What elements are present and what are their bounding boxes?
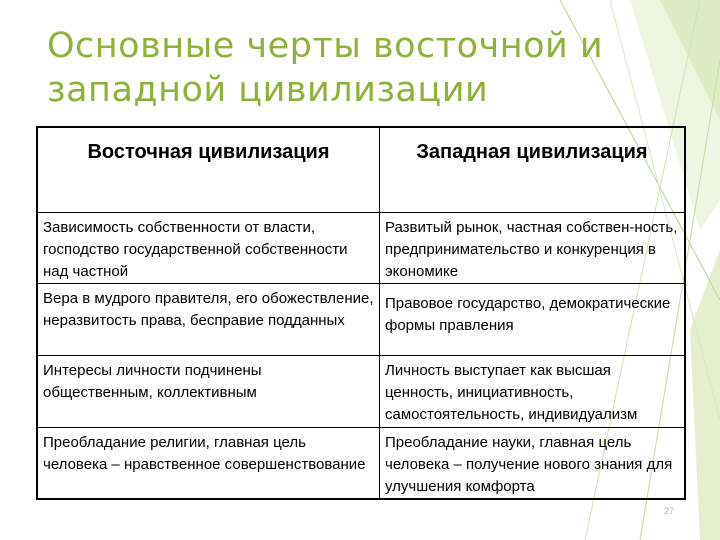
table-cell — [380, 284, 686, 356]
table-cell: Преобладание науки, главная цель человека – получение нового знания для улучшения комфорта — [380, 428, 686, 500]
table-cell: Вера в мудрого правителя, его обожествление, неразвитость права, бесправие подданных — [37, 284, 380, 356]
table-cell-text: Правовое государство, демократические формы правления — [385, 295, 671, 334]
table-cell: Развитый рынок, частная собствен-ность, предпринимательство и конкуренция в экономике — [380, 213, 686, 284]
table-cell: Интересы личности подчинены общественным, коллективным — [37, 356, 380, 428]
header-east: Восточная цивилизация — [37, 127, 380, 213]
table-row — [37, 356, 685, 428]
green-facet-shape — [690, 250, 720, 540]
table-cell: Преобладание религии, главная цель человека – нравственное совершенствование — [37, 428, 380, 500]
table-row — [37, 213, 685, 284]
table-cell: Зависимость собственности от власти, господство государственной собственности над частной — [37, 213, 380, 284]
table-row — [37, 284, 685, 356]
table-cell: Личность выступает как высшая ценность, инициативность, самостоятельность, индивидуализм — [380, 356, 686, 428]
table-header-row — [37, 127, 685, 213]
comparison-table — [36, 126, 686, 500]
slide-title: Основные черты восточной и западной цивилизации — [47, 26, 604, 110]
table-row — [37, 428, 685, 500]
page-number: 27 — [664, 506, 675, 516]
header-west: Западная цивилизация — [380, 127, 686, 213]
